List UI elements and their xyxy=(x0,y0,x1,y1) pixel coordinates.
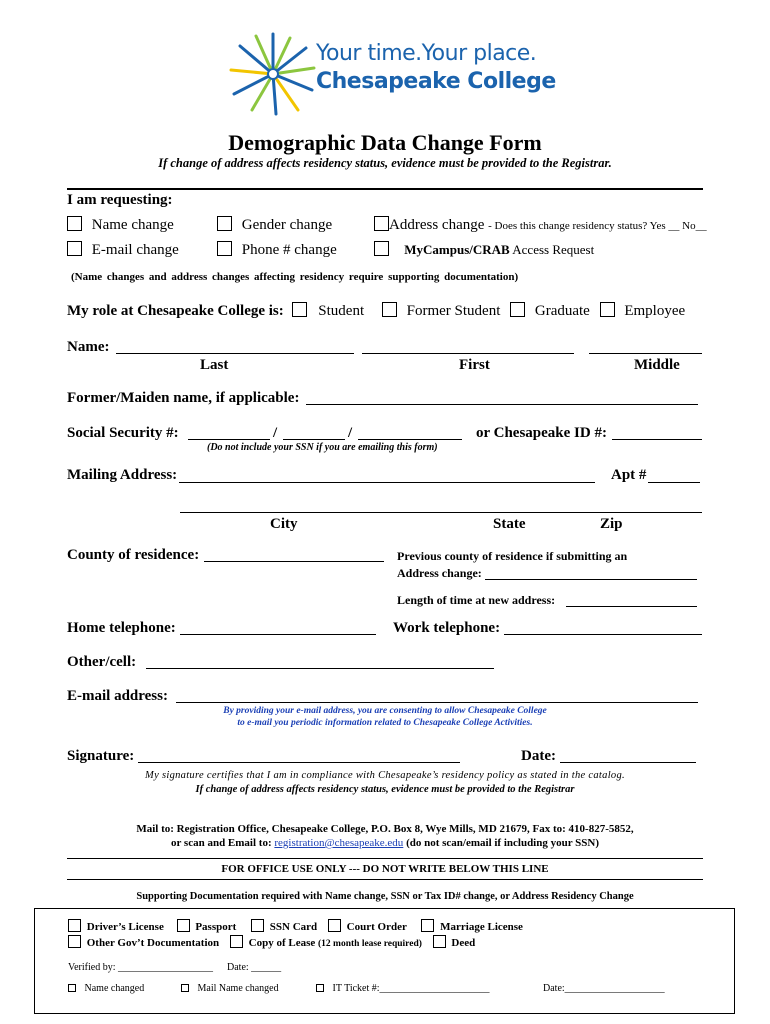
graduate-checkbox[interactable] xyxy=(510,302,525,317)
name-change-checkbox[interactable] xyxy=(67,216,82,231)
logo-tagline: Your time.Your place. xyxy=(316,41,537,66)
length-at-address-label: Length of time at new address: xyxy=(397,593,556,607)
mail-to-line-1: Mail to: Registration Office, Chesapeake College, P.O. Box 8, Wye Mills, MD 21679, Fax to: 410-827-5852, xyxy=(136,823,634,835)
court-order-label: Court Order xyxy=(346,921,407,933)
ssn-card-label: SSN Card xyxy=(269,921,318,933)
name-changed-checkbox[interactable] xyxy=(68,984,76,992)
deed-checkbox[interactable] xyxy=(433,935,446,948)
mail-to-line-2 xyxy=(0,837,770,849)
docs-row-2 xyxy=(68,935,475,949)
work-telephone-field[interactable] xyxy=(504,634,702,635)
email-consent-line-2: to e-mail you periodic information related to Chesapeake College Activities. xyxy=(237,718,533,728)
ssn-slash-1: / xyxy=(273,425,278,441)
top-divider xyxy=(67,188,703,190)
office-top-rule xyxy=(67,858,703,859)
name-changed-option[interactable] xyxy=(68,983,144,994)
length-at-address-field[interactable] xyxy=(566,606,697,607)
drivers-license-label: Driver’s License xyxy=(86,921,164,933)
it-ticket-checkbox[interactable] xyxy=(316,984,324,992)
name-change-option[interactable] xyxy=(67,216,174,234)
address-change-checkbox[interactable] xyxy=(374,216,389,231)
city-caption: City xyxy=(270,516,298,532)
mail-name-changed-label: Mail Name changed xyxy=(197,983,279,994)
ssn-slash-2: / xyxy=(348,425,353,441)
verified-by: Verified by: ___________________ xyxy=(68,962,213,973)
deed-label: Deed xyxy=(451,937,476,949)
court-order-checkbox[interactable] xyxy=(328,919,341,932)
passport-label: Passport xyxy=(195,921,237,933)
role-label: My role at Chesapeake College is: xyxy=(67,303,284,319)
phone-change-checkbox[interactable] xyxy=(217,241,232,256)
first-name-field[interactable] xyxy=(362,353,574,354)
role-option-student: Student xyxy=(318,303,365,319)
logo-college-name: Chesapeake College xyxy=(316,69,556,94)
apt-field[interactable] xyxy=(648,482,700,483)
docs-row-1 xyxy=(68,919,523,933)
email-consent-line-1: By providing your e-mail address, you are consenting to allow Chesapeake College xyxy=(223,706,547,716)
college-id-label: or Chesapeake ID #: xyxy=(476,425,607,441)
page-subtitle: If change of address affects residency status, evidence must be provided to the Registrar. xyxy=(158,156,612,170)
home-telephone-field[interactable] xyxy=(180,634,376,635)
signature-certification: My signature certifies that I am in compliance with Chesapeake’s residency policy as stated in the catalog. xyxy=(145,770,625,781)
email-change-label: E-mail change xyxy=(91,242,179,258)
role-option-employee: Employee xyxy=(624,303,686,319)
it-ticket-label: IT Ticket #:______________________ xyxy=(332,983,490,994)
scan-email-label: or scan and Email to: xyxy=(170,837,272,849)
phone-change-label: Phone # change xyxy=(241,242,337,258)
starburst-logo-icon xyxy=(228,32,318,116)
mailing-address-field[interactable] xyxy=(179,482,595,483)
former-name-field[interactable] xyxy=(306,404,698,405)
signature-label: Signature: xyxy=(67,748,135,764)
address-change-label: Address change xyxy=(389,217,485,233)
name-changed-label: Name changed xyxy=(84,983,145,994)
city-state-zip-field[interactable] xyxy=(180,512,702,513)
drivers-license-checkbox[interactable] xyxy=(68,919,81,932)
college-id-field[interactable] xyxy=(612,439,702,440)
ssn-note: (Do not include your SSN if you are emailing this form) xyxy=(207,442,438,453)
previous-county-field[interactable] xyxy=(485,579,697,580)
mail-name-changed-option[interactable] xyxy=(181,983,279,994)
mycampus-checkbox[interactable] xyxy=(374,241,389,256)
email-field[interactable] xyxy=(176,702,698,703)
date-field[interactable] xyxy=(560,762,696,763)
role-option-graduate: Graduate xyxy=(534,303,590,319)
gender-change-option[interactable] xyxy=(217,216,332,234)
ssn-part1-field[interactable] xyxy=(188,439,270,440)
email-change-checkbox[interactable] xyxy=(67,241,82,256)
it-ticket-option[interactable] xyxy=(316,983,490,994)
work-telephone-label: Work telephone: xyxy=(393,620,501,636)
previous-county-label: Previous county of residence if submitting an xyxy=(397,549,628,563)
mycampus-label: MyCampus/CRAB xyxy=(404,242,510,257)
mailing-address-label: Mailing Address: xyxy=(67,467,178,483)
supporting-documentation-heading: Supporting Documentation required with Name change, SSN or Tax ID# change, or Address Residency Change xyxy=(136,891,634,902)
access-request-label: Access Request xyxy=(512,242,595,257)
residency-evidence-note: If change of address affects residency status, evidence must be provided to the Registrar xyxy=(195,784,575,795)
apt-label: Apt # xyxy=(611,467,647,483)
county-label: County of residence: xyxy=(67,547,200,563)
other-cell-label: Other/cell: xyxy=(67,654,137,670)
date-label: Date: xyxy=(521,748,556,764)
zip-caption: Zip xyxy=(600,516,623,532)
last-caption: Last xyxy=(200,357,229,373)
ssn-part3-field[interactable] xyxy=(358,439,462,440)
other-gov-doc-checkbox[interactable] xyxy=(68,935,81,948)
other-cell-field[interactable] xyxy=(146,668,494,669)
ssn-label: Social Security #: xyxy=(67,425,179,441)
county-field[interactable] xyxy=(204,561,384,562)
it-ticket-date: Date:____________________ xyxy=(543,983,665,994)
gender-change-checkbox[interactable] xyxy=(217,216,232,231)
office-heading-rule xyxy=(67,879,703,880)
phone-change-option[interactable] xyxy=(217,241,337,259)
mail-name-changed-checkbox[interactable] xyxy=(181,984,189,992)
gender-change-label: Gender change xyxy=(241,217,333,233)
page-title: Demographic Data Change Form xyxy=(228,130,542,155)
home-telephone-label: Home telephone: xyxy=(67,620,176,636)
middle-name-field[interactable] xyxy=(589,353,702,354)
marriage-license-label: Marriage License xyxy=(440,921,523,933)
address-change-option[interactable] xyxy=(374,216,707,234)
student-checkbox[interactable] xyxy=(292,302,307,317)
email-change-option[interactable] xyxy=(67,241,179,259)
middle-caption: Middle xyxy=(634,357,680,373)
verified-date: Date: ______ xyxy=(227,962,282,973)
ssn-card-checkbox[interactable] xyxy=(251,919,264,932)
name-label: Name: xyxy=(67,339,110,355)
other-gov-doc-label: Other Gov’t Documentation xyxy=(86,937,220,949)
marriage-license-checkbox[interactable] xyxy=(421,919,434,932)
signature-field[interactable] xyxy=(138,762,460,763)
employee-checkbox[interactable] xyxy=(600,302,615,317)
email-label: E-mail address: xyxy=(67,688,168,704)
residency-status-question: - Does this change residency status? Yes __ No__ xyxy=(488,220,707,232)
mycampus-option[interactable] xyxy=(374,241,594,258)
copy-of-lease-checkbox[interactable] xyxy=(230,935,243,948)
last-name-field[interactable] xyxy=(116,353,354,354)
former-name-label: Former/Maiden name, if applicable: xyxy=(67,390,300,406)
office-use-heading: FOR OFFICE USE ONLY --- DO NOT WRITE BELOW THIS LINE xyxy=(221,863,549,875)
previous-county-label-2: Address change: xyxy=(397,566,482,580)
documentation-note: (Name changes and address changes affecting residency require supporting documentation) xyxy=(71,271,519,283)
first-caption: First xyxy=(459,357,490,373)
copy-of-lease-label: Copy of Lease xyxy=(248,937,316,949)
former-student-checkbox[interactable] xyxy=(382,302,397,317)
registration-email-link[interactable]: registration@chesapeake.edu xyxy=(274,837,404,849)
requesting-heading: I am requesting: xyxy=(67,192,173,208)
state-caption: State xyxy=(493,516,526,532)
ssn-part2-field[interactable] xyxy=(283,439,345,440)
passport-checkbox[interactable] xyxy=(177,919,190,932)
role-row xyxy=(67,302,685,320)
copy-of-lease-note: (12 month lease required) xyxy=(318,939,422,949)
no-ssn-note: (do not scan/email if including your SSN) xyxy=(406,837,600,849)
name-change-label: Name change xyxy=(91,217,174,233)
role-option-former-student: Former Student xyxy=(406,303,501,319)
